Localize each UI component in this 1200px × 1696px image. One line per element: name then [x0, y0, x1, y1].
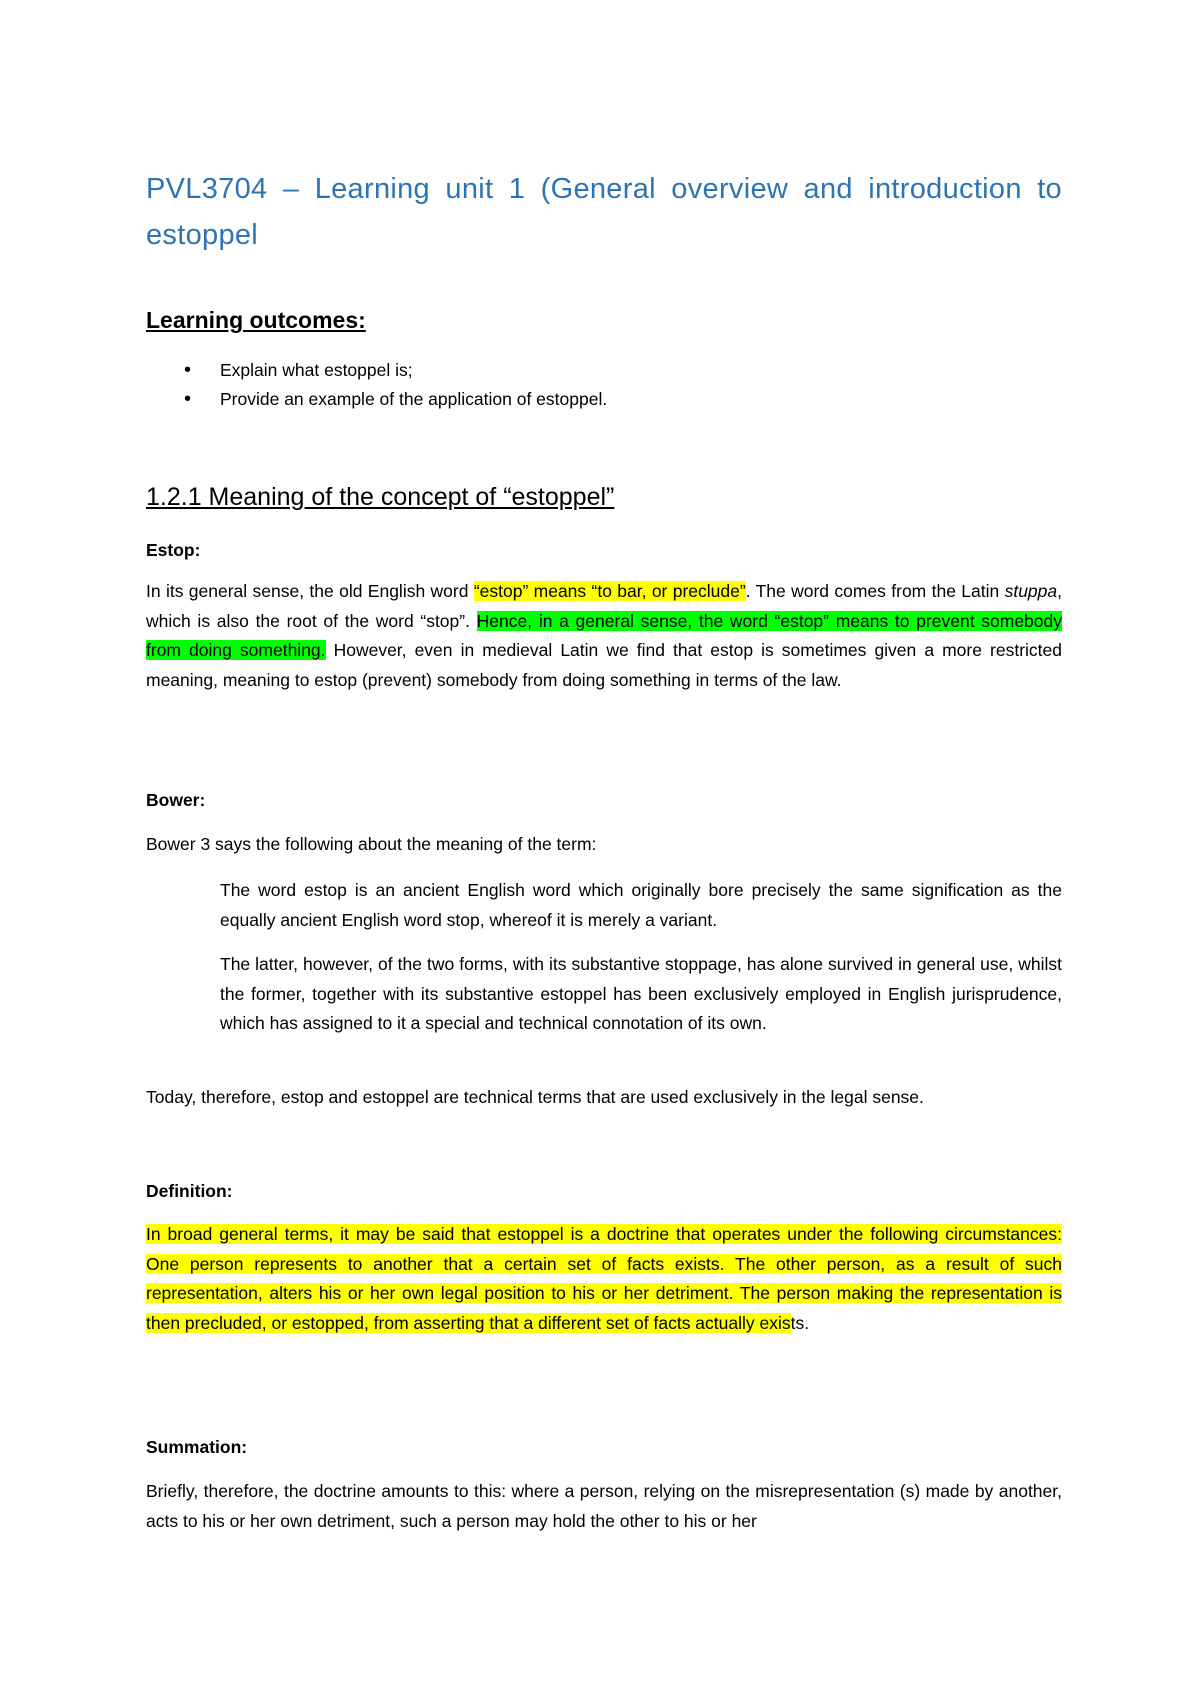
definition-highlight: In broad general terms, it may be said that estoppel is a doctrine that operates under the following circumstances: One person represents to another that a certain set of facts exists. The other person, as a result of such representation, alters his or her own legal position to his or her detriment. The person making the representation is then precluded, or estopped, from asserting that a different set of facts actually exis [146, 1224, 1062, 1333]
estop-highlight-yellow: “estop” means “to bar, or preclude” [473, 581, 746, 601]
bower-intro: Bower 3 says the following about the meaning of the term: [146, 834, 597, 854]
bower-heading: Bower: [146, 790, 206, 810]
learning-outcomes-heading: Learning outcomes: [146, 307, 366, 333]
definition-paragraph [146, 1220, 1062, 1338]
estop-italic-term: stuppa [1004, 581, 1058, 601]
learning-outcomes-list [146, 356, 1062, 414]
estop-text-c: , which is also the root of the word “stop”. [146, 581, 1062, 631]
definition-tail: ts. [790, 1312, 810, 1333]
definition-heading: Definition: [146, 1181, 233, 1201]
summation-heading: Summation: [146, 1437, 248, 1457]
bower-quote-1: The word estop is an ancient English word which originally bore precisely the same signification as the equally ancient English word stop, whereof it is merely a variant. [220, 880, 1062, 930]
list-item: • Explain what estoppel is; [146, 356, 1062, 385]
bower-conclusion: Today, therefore, estop and estoppel are technical terms that are used exclusively in the legal sense. [146, 1087, 924, 1107]
summation-paragraph: Briefly, therefore, the doctrine amounts to this: where a person, relying on the misrepresentation (s) made by another, acts to his or her own detriment, such a person may hold the other to his or her [146, 1481, 1062, 1531]
list-item: • Provide an example of the application of estoppel. [146, 385, 1062, 414]
section-heading: 1.2.1 Meaning of the concept of “estoppel” [146, 483, 615, 511]
bower-quote-2: The latter, however, of the two forms, with its substantive stoppage, has alone survived in general use, whilst the former, together with its substantive estoppel has been exclusively employed in English jurisprudence, which has assigned to it a special and technical connotation of its own. [220, 954, 1062, 1033]
estop-text-a: In its general sense, the old English word [146, 581, 474, 601]
document-title: PVL3704 – Learning unit 1 (General overview and introduction to estoppel [146, 173, 1062, 251]
estop-highlight-green: Hence, in a general sense, the word “estop” means to prevent somebody from doing something. [146, 610, 1063, 660]
estop-paragraph [146, 577, 1062, 695]
estop-heading: Estop: [146, 540, 201, 560]
estop-text-d: However, even in medieval Latin we find that estop is sometimes given a more restricted meaning, meaning to estop (prevent) somebody from doing something in terms of the law. [146, 640, 1062, 690]
estop-text-b: . The word comes from the Latin [745, 581, 1005, 601]
